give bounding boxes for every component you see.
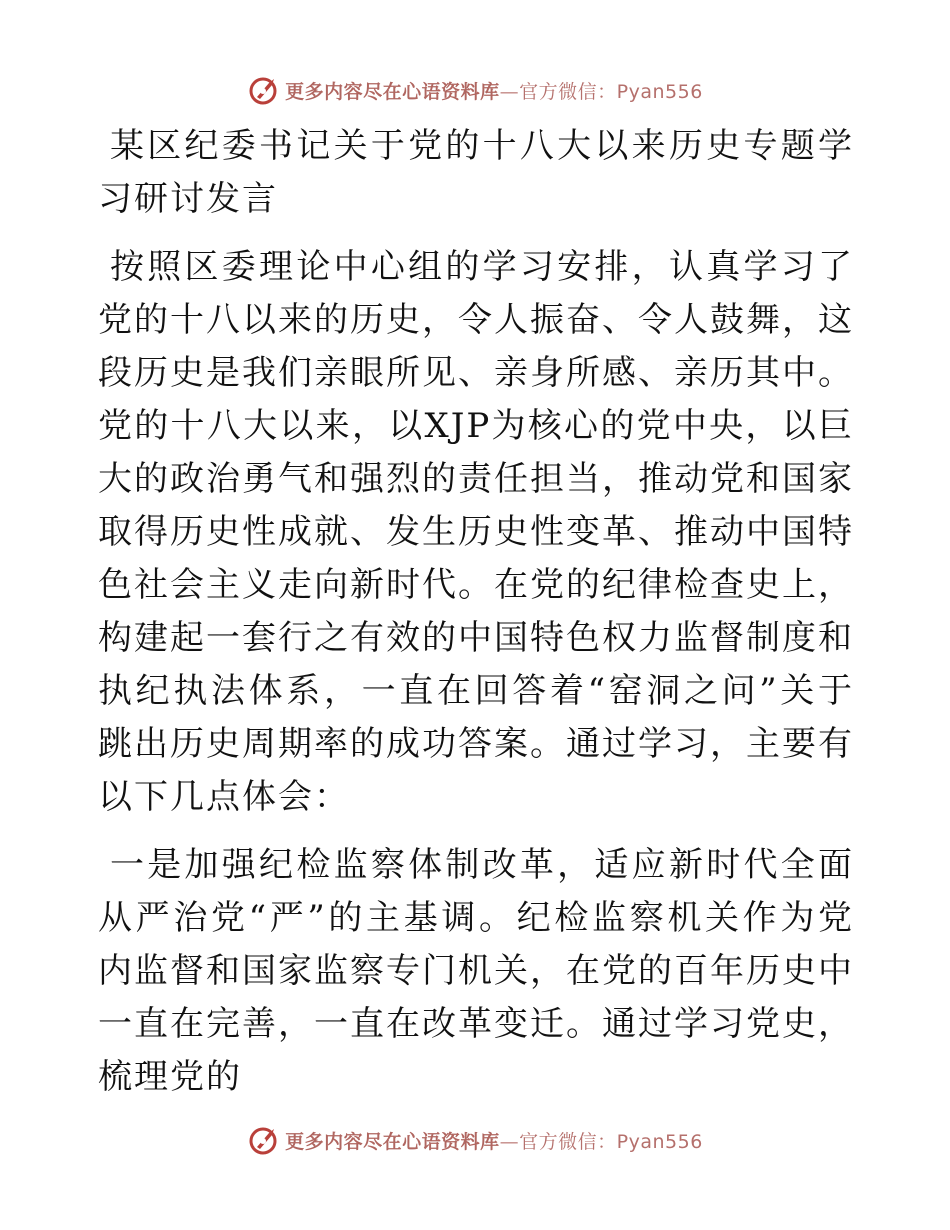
watermark-dash: — (499, 80, 520, 103)
watermark-dash: — (499, 1130, 520, 1153)
document-title: 某区纪委书记关于党的十八大以来历史专题学习研讨发言 (98, 126, 854, 219)
watermark-contact: 官方微信：Pyan556 (519, 80, 703, 103)
document-body (98, 120, 854, 1104)
header-watermark-banner (0, 70, 950, 110)
paragraph-point-one: 一是加强纪检监察体制改革，适应新时代全面从严治党“严”的主基调。纪检监察机关作为党内监督和国家监察专门机关，在党的百年历史中一直在完善，一直在改革变迁。通过学习党史，梳理党的 (98, 845, 854, 1097)
watermark-brand: 更多内容尽在心语资料库 (285, 80, 500, 103)
watermark-text (285, 77, 703, 104)
footer-watermark-banner (0, 1120, 950, 1160)
watermark-text (285, 1127, 703, 1154)
watermark-brand: 更多内容尽在心语资料库 (285, 1130, 500, 1153)
pen-nib-logo-icon (247, 73, 281, 107)
watermark-contact: 官方微信：Pyan556 (519, 1130, 703, 1153)
pen-nib-logo-icon (247, 1123, 281, 1157)
paragraph-intro: 按照区委理论中心组的学习安排，认真学习了党的十八以来的历史，令人振奋、令人鼓舞，这段历史是我们亲眼所见、亲身所感、亲历其中。党的十八大以来，以XJP为核心的党中央，以巨大的政治勇气和强烈的责任担当，推动党和国家取得历史性成就、发生历史性变革、推动中国特色社会主义走向新时代。在党的纪律检查史上，构建起一套行之有效的中国特色权力监督制度和执纪执法体系，一直在回答着“窑洞之问”关于跳出历史周期率的成功答案。通过学习，主要有以下几点体会： (98, 247, 854, 817)
